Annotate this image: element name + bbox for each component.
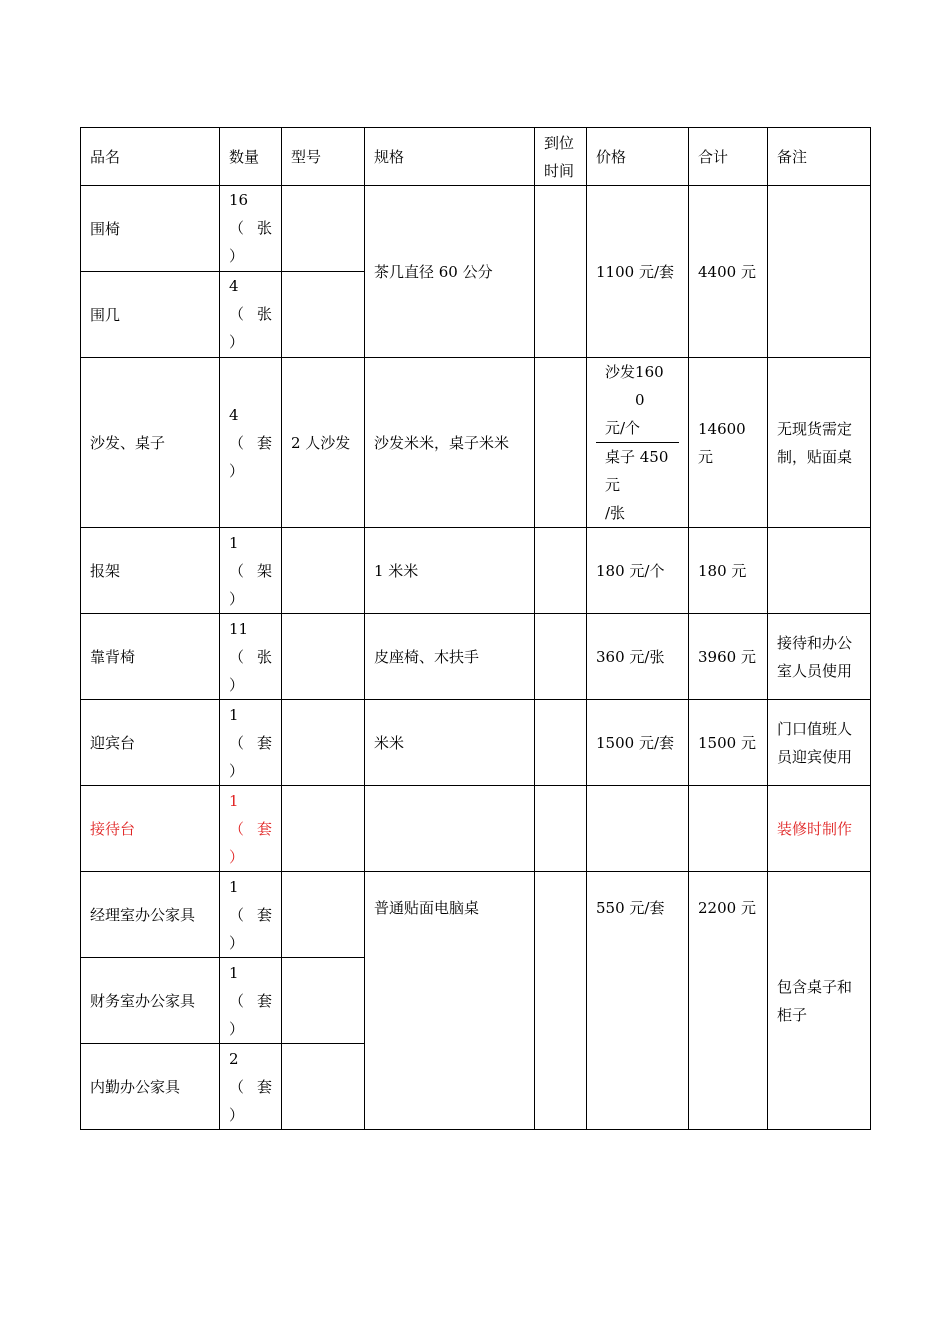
- paren-close: ）: [229, 847, 245, 866]
- qty-unit: 套: [256, 991, 272, 1010]
- paren-close: ）: [229, 461, 245, 480]
- header-qty: 数量: [220, 128, 282, 186]
- header-row: [81, 128, 871, 186]
- paren-close: ）: [229, 933, 245, 952]
- item-arrival: [535, 614, 587, 700]
- item-model: [282, 700, 365, 786]
- item-qty: [220, 700, 282, 786]
- item-spec: 米米: [365, 700, 535, 786]
- item-qty: [220, 614, 282, 700]
- paren-close: ）: [229, 247, 245, 265]
- item-name: 靠背椅: [81, 614, 220, 700]
- paren-open: （: [229, 991, 245, 1010]
- item-model: 2 人沙发: [282, 358, 365, 528]
- paren-open: （: [229, 219, 245, 237]
- qty-number: 4: [229, 277, 239, 295]
- qty-unit: 套: [256, 433, 272, 452]
- qty-unit: 架: [256, 561, 272, 580]
- price-table: [596, 443, 679, 528]
- qty-number: 11: [229, 619, 249, 638]
- qty-unit: 套: [256, 905, 272, 924]
- price-sofa-unit: 元/个: [605, 419, 641, 437]
- price-sofa-word1: 沙: [605, 363, 621, 381]
- header-total: 合计: [689, 128, 768, 186]
- item-price: 550 元/套: [587, 872, 689, 1130]
- item-arrival: [535, 186, 587, 358]
- item-arrival: [535, 786, 587, 872]
- item-spec: 1 米米: [365, 528, 535, 614]
- item-note: 接待和办公室人员使用: [768, 614, 871, 700]
- item-qty: [220, 186, 282, 272]
- item-spec: 皮座椅、木扶手: [365, 614, 535, 700]
- item-model: [282, 1044, 365, 1130]
- item-qty: [220, 786, 282, 872]
- qty-number: 4: [229, 405, 239, 424]
- item-total: 14600 元: [689, 358, 768, 528]
- table-row: [81, 186, 871, 272]
- table-row: [81, 700, 871, 786]
- item-name: 内勤办公家具: [81, 1044, 220, 1130]
- item-spec: 沙发米米，桌子米米: [365, 358, 535, 528]
- item-note: 无现货需定制，贴面桌: [768, 358, 871, 528]
- table-row: [81, 872, 871, 958]
- paren-open: （: [229, 561, 245, 580]
- qty-unit: 张: [256, 219, 272, 237]
- paren-open: （: [229, 433, 245, 452]
- item-qty: [220, 272, 282, 358]
- item-note: [768, 186, 871, 358]
- price-table-line2: /张: [605, 504, 626, 522]
- paren-open: （: [229, 905, 245, 924]
- header-arrival: [535, 128, 587, 186]
- item-name: 接待台: [81, 786, 220, 872]
- item-arrival: [535, 872, 587, 1130]
- table-row: [81, 786, 871, 872]
- header-price: 价格: [587, 128, 689, 186]
- qty-number: 1: [229, 705, 239, 724]
- header-spec: 规格: [365, 128, 535, 186]
- price-sofa-word2: 发: [620, 363, 636, 381]
- item-note: [768, 528, 871, 614]
- paren-open: （: [229, 819, 245, 838]
- item-total: 1500 元: [689, 700, 768, 786]
- item-total: 2200 元: [689, 872, 768, 1130]
- qty-unit: 套: [256, 733, 272, 752]
- item-model: [282, 272, 365, 358]
- item-qty: [220, 528, 282, 614]
- qty-number: 16: [229, 191, 249, 209]
- paren-close: ）: [229, 1019, 245, 1038]
- qty-number: 1: [229, 877, 239, 896]
- item-price: [587, 358, 689, 528]
- paren-close: ）: [229, 761, 245, 780]
- header-arrival-line1: 到位: [544, 133, 575, 152]
- item-note: 门口值班人员迎宾使用: [768, 700, 871, 786]
- item-name: 报架: [81, 528, 220, 614]
- item-total: 3960 元: [689, 614, 768, 700]
- header-note: 备注: [768, 128, 871, 186]
- table-row: [81, 614, 871, 700]
- table-row: [81, 528, 871, 614]
- item-model: [282, 786, 365, 872]
- item-name: 经理室办公家具: [81, 872, 220, 958]
- item-spec: [365, 786, 535, 872]
- qty-number: 1: [229, 533, 239, 552]
- item-name: 财务室办公家具: [81, 958, 220, 1044]
- header-model: 型号: [282, 128, 365, 186]
- price-table-line1: 桌子 450 元: [605, 448, 669, 494]
- furniture-table: [80, 127, 871, 1130]
- item-total: 4400 元: [689, 186, 768, 358]
- item-name: 围椅: [81, 186, 220, 272]
- price-sofa: [596, 358, 679, 443]
- qty-number: 2: [229, 1049, 239, 1068]
- header-arrival-line2: 时间: [544, 161, 575, 180]
- item-price: 360 元/张: [587, 614, 689, 700]
- paren-close: ）: [229, 1105, 245, 1124]
- table-row: [81, 358, 871, 528]
- item-price: 1500 元/套: [587, 700, 689, 786]
- item-name: 迎宾台: [81, 700, 220, 786]
- item-note: 装修时制作: [768, 786, 871, 872]
- paren-close: ）: [229, 333, 245, 351]
- item-price: [587, 786, 689, 872]
- item-arrival: [535, 528, 587, 614]
- item-total: [689, 786, 768, 872]
- item-price: 1100 元/套: [587, 186, 689, 358]
- item-name: 围几: [81, 272, 220, 358]
- item-price: 180 元/个: [587, 528, 689, 614]
- item-note: 包含桌子和柜子: [768, 872, 871, 1130]
- price-sofa-amount: 1600: [635, 363, 664, 409]
- paren-close: ）: [229, 589, 245, 608]
- qty-unit: 套: [256, 819, 272, 838]
- paren-open: （: [229, 305, 245, 323]
- item-name: 沙发、桌子: [81, 358, 220, 528]
- item-qty: [220, 958, 282, 1044]
- paren-open: （: [229, 1077, 245, 1096]
- item-qty: [220, 872, 282, 958]
- item-model: [282, 186, 365, 272]
- item-model: [282, 528, 365, 614]
- item-model: [282, 614, 365, 700]
- qty-unit: 套: [256, 1077, 272, 1096]
- item-spec: 普通贴面电脑桌: [365, 872, 535, 1130]
- item-arrival: [535, 358, 587, 528]
- item-total: 180 元: [689, 528, 768, 614]
- item-arrival: [535, 700, 587, 786]
- paren-open: （: [229, 647, 245, 666]
- paren-open: （: [229, 733, 245, 752]
- item-qty: [220, 1044, 282, 1130]
- header-name: 品名: [81, 128, 220, 186]
- qty-number: 1: [229, 791, 239, 810]
- item-spec: 茶几直径 60 公分: [365, 186, 535, 358]
- item-model: [282, 958, 365, 1044]
- paren-close: ）: [229, 675, 245, 694]
- qty-unit: 张: [256, 647, 272, 666]
- item-qty: [220, 358, 282, 528]
- qty-unit: 张: [256, 305, 272, 323]
- qty-number: 1: [229, 963, 239, 982]
- item-model: [282, 872, 365, 958]
